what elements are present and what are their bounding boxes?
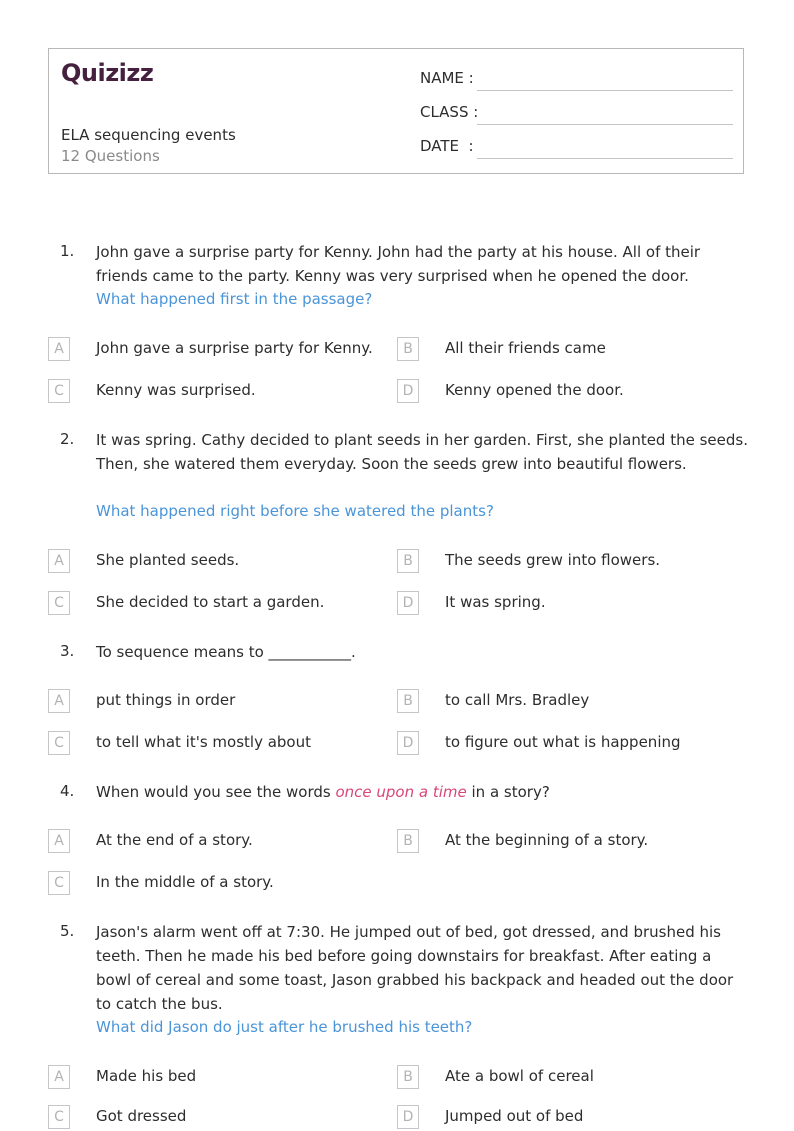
option-text: In the middle of a story. [96,873,274,891]
question-number: 4. [60,782,75,800]
question-number: 1. [60,242,75,260]
question-text-emphasis: once upon a time [335,783,467,801]
date-label: DATE : [420,137,474,155]
option-letter: C [48,871,70,895]
option-text: All their friends came [445,339,606,357]
worksheet-header [48,48,744,174]
question-number: 5. [60,922,75,940]
option-text: At the end of a story. [96,831,253,849]
option-text: put things in order [96,691,236,709]
question-text: It was spring. Cathy decided to plant seeds in her garden. First, she planted the seeds. Then, she watered them everyday. Soon the seeds grew into beautiful flowers. [96,431,748,473]
question-text-before: When would you see the words [96,783,336,801]
class-label: CLASS : [420,103,479,121]
option-letter: B [397,1065,419,1089]
option-letter: A [48,829,70,853]
name-field[interactable] [420,65,733,91]
option-text: She planted seeds. [96,551,240,569]
option-letter: D [397,591,419,615]
option-text: Made his bed [96,1067,197,1085]
option-letter: B [397,549,419,573]
option-letter: D [397,731,419,755]
option-text: John gave a surprise party for Kenny. [96,339,373,357]
option-text: It was spring. [445,593,546,611]
question-text [96,780,748,804]
question-count: 12 Questions [61,147,160,165]
name-label: NAME : [420,69,474,87]
option-letter: C [48,1105,70,1129]
option-text: At the beginning of a story. [445,831,649,849]
option-text: Kenny opened the door. [445,381,624,399]
option-text: to tell what it's mostly about [96,733,311,751]
option-text: to call Mrs. Bradley [445,691,590,709]
option-letter: C [48,591,70,615]
option-text: The seeds grew into flowers. [445,551,661,569]
option-letter: D [397,379,419,403]
question-text: John gave a surprise party for Kenny. John had the party at his house. All of their friends came to the party. Kenny was very surprised when he opened the door. [96,243,701,285]
class-line[interactable] [477,124,733,125]
date-line[interactable] [477,158,733,159]
option-text: Ate a bowl of cereal [445,1067,594,1085]
question-prompt: What did Jason do just after he brushed his teeth? [96,1018,473,1036]
class-field[interactable] [420,99,733,125]
question-number: 3. [60,642,75,660]
question-prompt: What happened first in the passage? [96,290,373,308]
question-text: Jason's alarm went off at 7:30. He jumped out of bed, got dressed, and brushed his teeth. Then he made his bed before going downstairs for breakfast. After eating a bowl of cereal and some toast, Jason grabbed his backpack and headed out the door to catch the bus. [96,923,734,1013]
option-text: to figure out what is happening [445,733,681,751]
worksheet-title: ELA sequencing events [61,126,236,144]
option-letter: A [48,337,70,361]
question-prompt: What happened right before she watered the plants? [96,502,494,520]
name-line[interactable] [477,90,733,91]
option-letter: A [48,689,70,713]
option-letter: A [48,1065,70,1089]
date-field[interactable] [420,133,733,159]
option-letter: D [397,1105,419,1129]
option-letter: C [48,379,70,403]
option-text: She decided to start a garden. [96,593,325,611]
question-text: To sequence means to ___________. [96,643,356,661]
quizizz-logo: Quizizz [61,59,154,87]
option-letter: B [397,337,419,361]
option-text: Kenny was surprised. [96,381,256,399]
question-number: 2. [60,430,75,448]
option-letter: A [48,549,70,573]
option-letter: B [397,829,419,853]
option-letter: B [397,689,419,713]
option-text: Jumped out of bed [445,1107,584,1125]
option-text: Got dressed [96,1107,187,1125]
question-text-after: in a story? [466,783,550,801]
option-letter: C [48,731,70,755]
